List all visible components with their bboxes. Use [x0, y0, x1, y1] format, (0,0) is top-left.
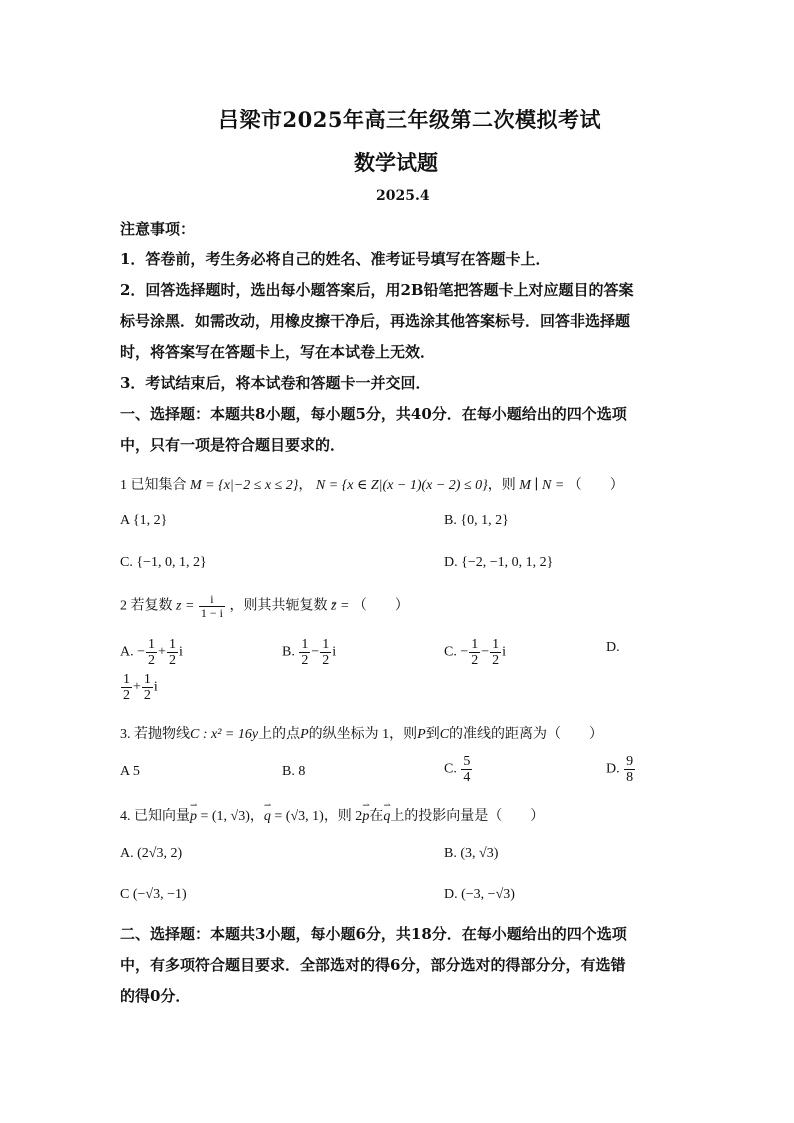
question-text: 的纵坐标为 1，则	[308, 727, 418, 742]
option-label: A.	[120, 846, 134, 861]
math-expression: P	[300, 727, 309, 742]
notice-item: 1．答卷前，考生务必将自己的姓名、准考证号填写在答题卡上．	[120, 250, 551, 268]
option-label: C	[120, 887, 130, 902]
notice-item: 3．考试结束后，将本试卷和答题卡一并交回．	[120, 374, 431, 392]
vector-q: ⇀ q	[383, 809, 390, 825]
math-expression: = (√3, 1)	[270, 809, 324, 824]
denominator: 8	[626, 770, 634, 785]
option-label: C.	[444, 644, 457, 660]
fraction	[142, 672, 153, 703]
question-text: ，则 2	[323, 809, 363, 824]
sign: −	[137, 644, 146, 660]
option-b	[444, 513, 509, 529]
option-d-label: D.	[606, 640, 620, 655]
question-text: 1 已知集合	[120, 478, 187, 493]
sign: −	[460, 644, 469, 660]
numerator: 1	[322, 637, 330, 652]
fraction	[199, 593, 225, 620]
fraction	[299, 637, 310, 668]
vector-q: ⇀ q	[264, 809, 271, 825]
math-expression: = (1, √3)	[197, 809, 250, 824]
math-expression: C : x² = 16y	[190, 727, 259, 742]
option-label: D.	[444, 887, 458, 902]
question-text: 4. 已知向量	[120, 809, 190, 824]
exam-subtitle: 数学试题	[354, 150, 438, 175]
operator: −	[311, 644, 320, 660]
fraction	[146, 637, 157, 668]
option-label: D.	[606, 761, 620, 777]
option-value: (−√3, −1)	[132, 887, 187, 902]
denominator: 2	[168, 653, 176, 668]
denominator: 2	[123, 688, 130, 703]
numerator: 1	[301, 637, 309, 652]
option-a	[120, 513, 167, 529]
option-label: B.	[444, 846, 457, 861]
operator: −	[481, 644, 490, 660]
option-value: {−1, 0, 1, 2}	[136, 555, 207, 570]
question-text: ，则	[487, 478, 516, 493]
fraction	[624, 754, 635, 785]
math-expression: z =	[176, 598, 195, 614]
section-heading: 二、选择题：本题共3小题，每小题6分，共18分．在每小题给出的四个选项	[120, 925, 627, 943]
question-text: 的准线的距离为（ ）	[449, 727, 604, 742]
denominator: 1 − i	[200, 606, 224, 620]
math-expression: N = {x ∈ Z|(x − 1)(x − 2) ≤ 0}	[315, 478, 488, 493]
numerator: 1	[123, 672, 130, 687]
math-expression: C	[439, 727, 450, 742]
numerator: 1	[168, 637, 176, 652]
option-d	[606, 754, 636, 785]
fraction	[121, 672, 132, 703]
vector-p: ⇀ p	[362, 809, 369, 825]
option-a	[120, 637, 183, 668]
option-c	[120, 555, 207, 571]
option-b	[282, 637, 336, 668]
question-text: 3. 若抛物线	[120, 727, 190, 742]
option-label: B.	[444, 513, 457, 528]
notice-item: 标号涂黑．如需改动，用橡皮擦干净后，再选涂其他答案标号．回答非选择题	[120, 312, 631, 330]
numerator: 1	[148, 637, 156, 652]
exam-date: 2025.4	[376, 188, 430, 204]
option-label: D.	[444, 555, 458, 570]
math-expression: M ∣ N =	[519, 478, 565, 493]
option-b	[444, 846, 498, 862]
fraction	[167, 637, 178, 668]
option-a	[120, 846, 182, 862]
option-value: (2√3, 2)	[137, 846, 183, 861]
option-c	[120, 887, 187, 903]
math-expression: M = {x|−2 ≤ x ≤ 2}	[190, 478, 299, 493]
denominator: 2	[322, 653, 330, 668]
option-label: A.	[120, 644, 134, 660]
section-heading: 中，只有一项是符合题目要求的．	[120, 436, 346, 454]
question-4-stem	[120, 805, 544, 825]
question-2-stem	[120, 593, 409, 620]
denominator: 2	[143, 688, 151, 703]
denominator: 2	[301, 653, 309, 668]
question-text: 上的点	[258, 727, 301, 742]
option-label: A	[120, 513, 130, 528]
math-expression: P	[417, 727, 426, 742]
option-value: (−3, −√3)	[461, 887, 515, 902]
imaginary-unit: i	[153, 679, 158, 695]
fraction	[320, 637, 331, 668]
option-d	[444, 887, 515, 903]
imaginary-unit: i	[178, 644, 183, 660]
option-value: {−2, −1, 0, 1, 2}	[461, 555, 554, 570]
numerator: i	[199, 593, 225, 607]
operator: +	[133, 679, 141, 695]
notice-item: 时，将答案写在答题卡上，写在本试卷上无效．	[120, 343, 436, 361]
fraction	[469, 637, 480, 668]
question-text: 在	[369, 809, 384, 824]
vector-p: ⇀ p	[190, 809, 197, 825]
option-value: (3, √3)	[460, 846, 499, 861]
denominator: 2	[492, 653, 500, 668]
question-text: 上的投影向量是（ ）	[390, 809, 545, 824]
question-text: 到	[425, 727, 440, 742]
option-label: C.	[120, 555, 133, 570]
denominator: 4	[463, 770, 471, 785]
operator: +	[158, 644, 166, 660]
question-text: 2 若复数	[120, 598, 173, 614]
option-c	[444, 754, 473, 785]
option-label: B.	[282, 644, 295, 660]
numerator: 1	[492, 637, 500, 652]
option-d	[444, 555, 553, 571]
numerator: 1	[471, 637, 479, 652]
question-text: ，	[249, 809, 264, 824]
option-value: {1, 2}	[132, 513, 168, 528]
section-heading: 一、选择题：本题共8小题，每小题5分，共40分．在每小题给出的四个选项	[120, 405, 627, 423]
denominator: 2	[471, 653, 479, 668]
numerator: 9	[626, 754, 634, 769]
option-c	[444, 637, 506, 668]
notice-item: 2．回答选择题时，选出每小题答案后，用2B铅笔把答题卡上对应题目的答案	[120, 281, 634, 299]
section-heading: 中，有多项符合题目要求．全部选对的得6分，部分选对的得部分分，有选错	[120, 956, 626, 974]
question-text: ，	[298, 478, 313, 493]
question-text: ，则其共轭复数	[229, 598, 328, 614]
notice-heading: 注意事项：	[120, 220, 196, 238]
imaginary-unit: i	[502, 644, 507, 660]
section-heading: 的得0分．	[120, 987, 191, 1005]
answer-paren: （ ）	[567, 478, 624, 493]
math-expression: z̄ =	[331, 598, 350, 614]
question-3-stem	[120, 723, 603, 743]
option-d	[120, 672, 158, 703]
option-label: C.	[444, 761, 457, 777]
fraction	[490, 637, 501, 668]
option-a: A 5	[120, 764, 140, 779]
numerator: 1	[143, 672, 151, 687]
question-1-stem	[120, 474, 624, 494]
option-value: {0, 1, 2}	[460, 513, 509, 528]
fraction	[461, 754, 472, 785]
answer-paren: （ ）	[352, 598, 409, 614]
numerator: 5	[463, 754, 471, 769]
option-b: B. 8	[282, 764, 306, 779]
imaginary-unit: i	[332, 644, 337, 660]
exam-title: 吕梁市2025年高三年级第二次模拟考试	[218, 107, 601, 132]
denominator: 2	[148, 653, 156, 668]
